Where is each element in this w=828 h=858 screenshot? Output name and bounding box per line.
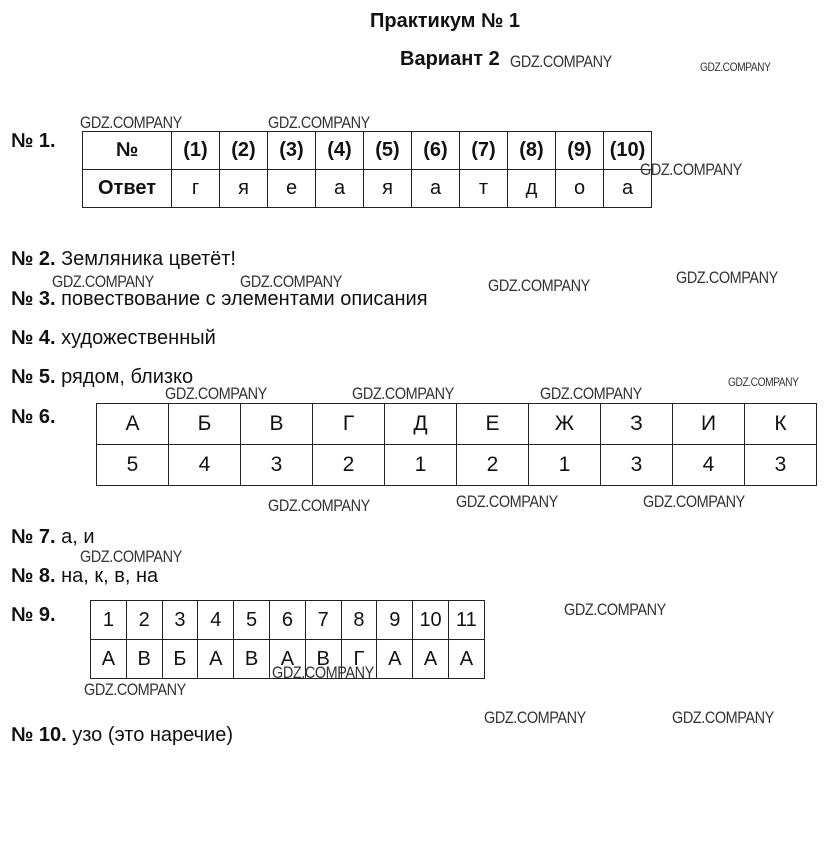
table-cell: 6 [269, 601, 305, 640]
table-cell: (8) [508, 132, 556, 170]
watermark: GDZ.COMPANY [643, 492, 745, 511]
table-cell: 4 [169, 445, 241, 486]
task-4: № 4. художественный [11, 327, 216, 349]
table-cell: е [268, 170, 316, 208]
watermark: GDZ.COMPANY [268, 113, 370, 132]
watermark: GDZ.COMPANY [456, 492, 558, 511]
table-cell: 5 [234, 601, 270, 640]
table-cell: 2 [126, 601, 162, 640]
table-cell: Г [313, 404, 385, 445]
table-cell: а [604, 170, 652, 208]
table-cell: Ж [529, 404, 601, 445]
watermark: GDZ.COMPANY [676, 268, 778, 287]
page-title: Практикум № 1 [370, 10, 521, 32]
table-cell: г [172, 170, 220, 208]
watermark: GDZ.COMPANY [352, 384, 454, 403]
table-cell: В [305, 640, 341, 679]
table-cell: А [91, 640, 127, 679]
table-cell: В [234, 640, 270, 679]
task-8: № 8. на, к, в, на [11, 565, 159, 587]
watermark: GDZ.COMPANY [728, 375, 799, 389]
task-6-values-row [97, 445, 817, 486]
task-9-label: № 9. [11, 604, 56, 626]
table-cell: Г [341, 640, 377, 679]
table-cell: 1 [91, 601, 127, 640]
table-cell: В [241, 404, 313, 445]
task-3: № 3. повествование с элементами описания [11, 288, 428, 310]
table-cell: З [601, 404, 673, 445]
table-cell: 4 [673, 445, 745, 486]
table-cell: В [126, 640, 162, 679]
table-cell: 2 [313, 445, 385, 486]
table-cell: 3 [745, 445, 817, 486]
table-cell: д [508, 170, 556, 208]
table-cell: А [377, 640, 413, 679]
variant-title: Вариант 2 [400, 48, 500, 70]
table-cell: (6) [412, 132, 460, 170]
watermark: GDZ.COMPANY [240, 272, 342, 291]
task-2: № 2. Земляника цветёт! [11, 248, 236, 270]
watermark: GDZ.COMPANY [640, 160, 742, 179]
table-cell: 3 [241, 445, 313, 486]
watermark: GDZ.COMPANY [510, 52, 612, 71]
watermark: GDZ.COMPANY [80, 113, 182, 132]
table-cell: 1 [385, 445, 457, 486]
watermark: GDZ.COMPANY [80, 547, 182, 566]
watermark: GDZ.COMPANY [672, 708, 774, 727]
task-1-numbers-row [83, 132, 652, 170]
watermark: GDZ.COMPANY [700, 60, 771, 74]
watermark: GDZ.COMPANY [52, 272, 154, 291]
table-cell: 10 [413, 601, 449, 640]
table-cell: Е [457, 404, 529, 445]
task-10: № 10. узо (это наречие) [11, 724, 234, 746]
table-cell: 8 [341, 601, 377, 640]
task-5: № 5. рядом, близко [11, 366, 194, 388]
table-header-cell: Ответ [83, 170, 172, 208]
table-cell: Д [385, 404, 457, 445]
table-cell: Б [162, 640, 198, 679]
table-cell: 1 [529, 445, 601, 486]
table-cell: (10) [604, 132, 652, 170]
table-header-cell: № [83, 132, 172, 170]
table-cell: а [316, 170, 364, 208]
table-cell: 3 [601, 445, 673, 486]
task-7: № 7. а, и [11, 526, 95, 548]
table-cell: 5 [97, 445, 169, 486]
table-cell: т [460, 170, 508, 208]
table-cell: (1) [172, 132, 220, 170]
table-cell: 7 [305, 601, 341, 640]
watermark: GDZ.COMPANY [488, 276, 590, 295]
table-cell: А [269, 640, 305, 679]
task-6-table [96, 403, 817, 486]
table-cell: К [745, 404, 817, 445]
table-cell: (3) [268, 132, 316, 170]
watermark: GDZ.COMPANY [484, 708, 586, 727]
table-cell: (5) [364, 132, 412, 170]
table-cell: 4 [198, 601, 234, 640]
watermark: GDZ.COMPANY [268, 496, 370, 515]
task-1-answers-row [83, 170, 652, 208]
table-cell: о [556, 170, 604, 208]
table-cell: 9 [377, 601, 413, 640]
watermark: GDZ.COMPANY [272, 663, 374, 682]
watermark: GDZ.COMPANY [84, 680, 186, 699]
task-1-table [82, 131, 652, 208]
table-cell: (2) [220, 132, 268, 170]
table-cell: а [412, 170, 460, 208]
task-6-label: № 6. [11, 406, 56, 428]
watermark: GDZ.COMPANY [165, 384, 267, 403]
watermark: GDZ.COMPANY [540, 384, 642, 403]
table-cell: (9) [556, 132, 604, 170]
table-cell: (4) [316, 132, 364, 170]
table-cell: И [673, 404, 745, 445]
watermark: GDZ.COMPANY [564, 600, 666, 619]
table-cell: я [220, 170, 268, 208]
table-cell: А [413, 640, 449, 679]
table-cell: 11 [448, 601, 484, 640]
table-cell: А [198, 640, 234, 679]
task-9-numbers-row [91, 601, 485, 640]
table-cell: (7) [460, 132, 508, 170]
table-cell: А [448, 640, 484, 679]
table-cell: Б [169, 404, 241, 445]
table-cell: А [97, 404, 169, 445]
task-6-letters-row [97, 404, 817, 445]
table-cell: 3 [162, 601, 198, 640]
table-cell: я [364, 170, 412, 208]
task-1-label: № 1. [11, 130, 56, 152]
table-cell: 2 [457, 445, 529, 486]
